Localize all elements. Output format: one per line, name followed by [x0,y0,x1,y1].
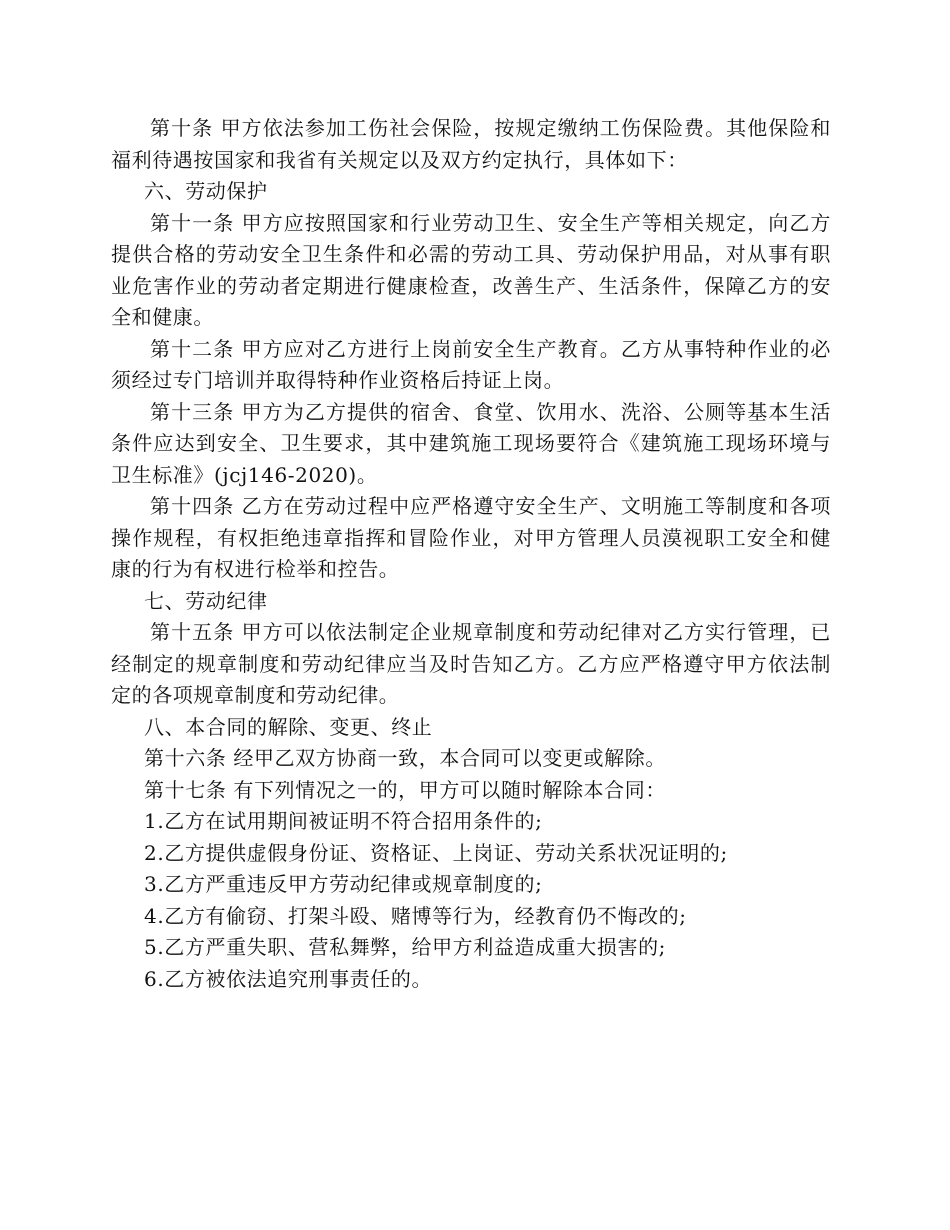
article-10: 第十条 甲方依法参加工伤社会保险，按规定缴纳工伤保险费。其他保险和福利待遇按国家和我省有关规定以及双方约定执行，具体如下： [111,116,831,172]
article-14: 第十四条 乙方在劳动过程中应严格遵守安全生产、文明施工等制度和各项操作规程，有权拒绝违章指挥和冒险作业，对甲方管理人员漠视职工安全和健康的行为有权进行检举和控告。 [111,494,831,581]
list-item-1: 1.乙方在试用期间被证明不符合招用条件的; [144,809,543,833]
article-11: 第十一条 甲方应按照国家和行业劳动卫生、安全生产等相关规定，向乙方提供合格的劳动安全卫生条件和必需的劳动工具、劳动保护用品，对从事有职业危害作业的劳动者定期进行健康检查，改善生产、生活条件，保障乙方的安全和健康。 [111,210,831,329]
article-16: 第十六条 经甲乙双方协商一致，本合同可以变更或解除。 [144,746,666,770]
article-12: 第十二条 甲方应对乙方进行上岗前安全生产教育。乙方从事特种作业的必须经过专门培训并取得特种作业资格后持证上岗。 [111,336,831,392]
list-item-3: 3.乙方严重违反甲方劳动纪律或规章制度的; [144,872,543,896]
section-7-heading: 七、劳动纪律 [144,588,268,613]
list-item-5: 5.乙方严重失职、营私舞弊，给甲方利益造成重大损害的; [144,935,667,959]
article-13: 第十三条 甲方为乙方提供的宿舍、食堂、饮用水、洗浴、公厕等基本生活条件应达到安全、卫生要求，其中建筑施工现场要符合《建筑施工现场环境与卫生标准》(jcj146-2020)。 [111,399,831,487]
section-8-heading: 八、本合同的解除、变更、终止 [144,714,433,739]
section-6-heading: 六、劳动保护 [144,179,268,203]
article-15: 第十五条 甲方可以依法制定企业规章制度和劳动纪律对乙方实行管理，已经制定的规章制度和劳动纪律应当及时告知乙方。乙方应严格遵守甲方依法制定的各项规章制度和劳动纪律。 [111,620,831,707]
list-item-4: 4.乙方有偷窃、打架斗殴、赌博等行为，经教育仍不悔改的; [144,903,687,928]
list-item-6: 6.乙方被依法追究刑事责任的。 [144,966,433,991]
document-page [111,113,831,995]
list-item-2: 2.乙方提供虚假身份证、资格证、上岗证、劳动关系状况证明的; [144,840,728,865]
article-17: 第十七条 有下列情况之一的，甲方可以随时解除本合同： [144,777,666,802]
